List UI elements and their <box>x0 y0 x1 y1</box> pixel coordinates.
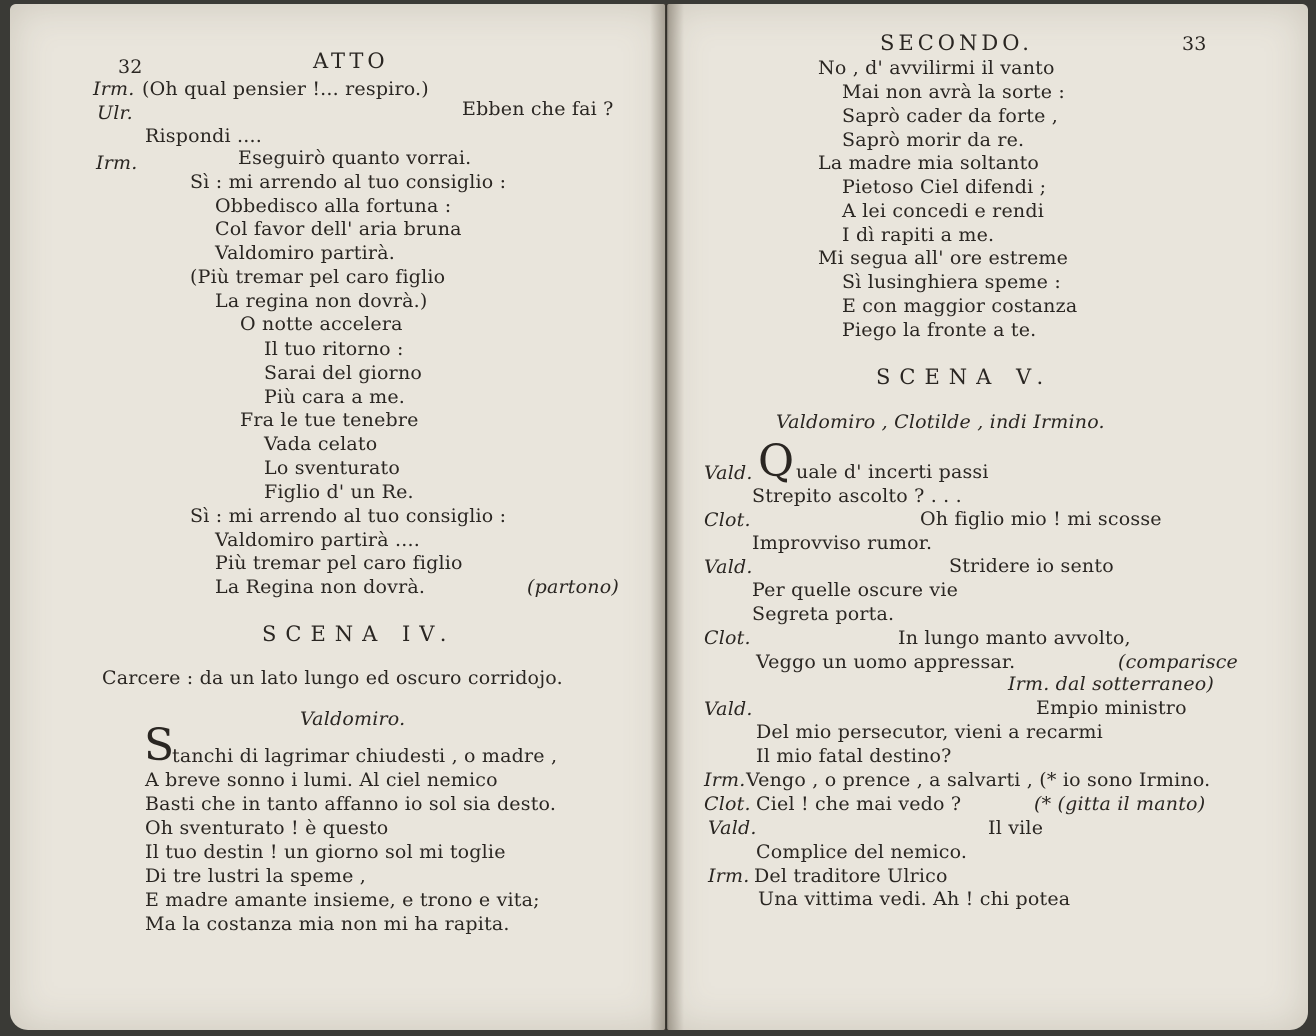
verse-line: Ciel ! che mai vedo ? <box>756 793 962 815</box>
stage-direction: (* (gitta il manto) <box>1034 793 1206 815</box>
drop-cap: S <box>144 720 175 771</box>
speaker-label: Irm. <box>708 865 750 887</box>
verse-line: Piego la fronte a te. <box>842 319 1037 341</box>
verse-line: Oh figlio mio ! mi scosse <box>920 508 1162 530</box>
verse-line: Vada celato <box>264 433 378 455</box>
verse-line: La madre mia soltanto <box>818 152 1040 174</box>
speaker-label: Clot. <box>704 509 751 531</box>
character-name: Valdomiro. <box>300 708 406 730</box>
verse-line: Stridere io sento <box>949 555 1114 577</box>
verse-line: Valdomiro partirà .... <box>215 529 420 551</box>
speaker-label: Vald. <box>708 817 757 839</box>
verse-line: Segreta porta. <box>752 603 895 625</box>
verse-line: A breve sonno i lumi. Al ciel nemico <box>145 769 498 791</box>
verse-line: No , d' avvilirmi il vanto <box>818 57 1055 79</box>
speaker-label: Irm. <box>93 78 135 100</box>
verse-line: Lo sventurato <box>264 457 401 479</box>
scene-setting: Carcere : da un lato lungo ed oscuro corridojo. <box>102 667 563 689</box>
verse-line: Basti che in tanto affanno io sol sia desto. <box>145 793 557 815</box>
book-gutter <box>650 4 684 1030</box>
verse-line: Obbedisco alla fortuna : <box>215 195 452 217</box>
stage-direction: Irm. dal sotterraneo) <box>1008 673 1215 695</box>
verse-line: Una vittima vedi. Ah ! chi potea <box>758 888 1071 910</box>
verse-line: Mai non avrà la sorte : <box>842 81 1065 103</box>
verse-line: Vengo , o prence , a salvarti , (* io sono Irmino. <box>746 769 1211 791</box>
speaker-label: Irm. <box>96 152 138 174</box>
verse-line: Complice del nemico. <box>756 841 968 863</box>
page-number: 32 <box>118 56 143 78</box>
verse-line: La Regina non dovrà. <box>215 576 426 598</box>
verse-line: La regina non dovrà.) <box>215 290 428 312</box>
verse-line: Sì lusinghiera speme : <box>842 271 1061 293</box>
running-head: ATTO <box>313 49 389 73</box>
verse-line: Per quelle oscure vie <box>752 579 959 601</box>
speaker-label: Vald. <box>704 462 753 484</box>
page-number: 33 <box>1182 33 1207 55</box>
verse-line: Del mio persecutor, vieni a recarmi <box>756 721 1103 743</box>
verse-line: uale d' incerti passi <box>796 461 989 483</box>
verse-line: Sarai del giorno <box>264 362 423 384</box>
verse-line: Ebben che fai ? <box>462 98 614 120</box>
running-head: SECONDO. <box>880 31 1033 55</box>
verse-line: Il vile <box>988 817 1044 839</box>
verse-line: Empio ministro <box>1036 697 1187 719</box>
verse-line: Improvviso rumor. <box>752 532 933 554</box>
verse-line: Sì : mi arrendo al tuo consiglio : <box>190 171 507 193</box>
verse-line: Eseguirò quanto vorrai. <box>238 147 472 169</box>
speaker-label: Vald. <box>704 556 753 578</box>
verse-line: E madre amante insieme, e trono e vita; <box>145 889 540 911</box>
stage-direction: (comparisce <box>1118 651 1238 673</box>
verse-line: Del traditore Ulrico <box>754 865 948 887</box>
verse-line: Il mio fatal destino? <box>756 745 952 767</box>
verse-line: I dì rapiti a me. <box>842 224 995 246</box>
character-list: Valdomiro , Clotilde , indi Irmino. <box>776 411 1105 433</box>
verse-line: Ma la costanza mia non mi ha rapita. <box>145 913 510 935</box>
verse-line: Mi segua all' ore estreme <box>818 247 1069 269</box>
verse-line: tanchi di lagrimar chiudesti , o madre , <box>172 745 558 767</box>
verse-line: Il tuo destin ! un giorno sol mi toglie <box>145 841 506 863</box>
verse-line: A lei concedi e rendi <box>842 200 1044 222</box>
drop-cap: Q <box>758 436 795 487</box>
verse-line: Il tuo ritorno : <box>264 338 404 360</box>
verse-line: O notte accelera <box>240 313 403 335</box>
verse-line: Rispondi .... <box>145 125 263 147</box>
speaker-label: Clot. <box>704 627 751 649</box>
speaker-label: Ulr. <box>97 102 133 124</box>
verse-line: Pietoso Ciel difendi ; <box>842 176 1047 198</box>
verse-line: Strepito ascolto ? . . . <box>752 485 962 507</box>
verse-line: Saprò cader da forte , <box>842 105 1059 127</box>
verse-line: Più tremar pel caro figlio <box>215 552 463 574</box>
verse-line: E con maggior costanza <box>842 295 1078 317</box>
verse-line: Saprò morir da re. <box>842 129 1025 151</box>
stage-direction: (partono) <box>527 576 619 598</box>
verse-line: Col favor dell' aria bruna <box>215 218 462 240</box>
verse-line: Più cara a me. <box>264 386 406 408</box>
speaker-label: Irm. <box>704 769 746 791</box>
verse-line: Veggo un uomo appressar. <box>756 651 1016 673</box>
verse-line: (Più tremar pel caro figlio <box>190 266 446 288</box>
speaker-label: Vald. <box>704 698 753 720</box>
verse-line: In lungo manto avvolto, <box>898 627 1131 649</box>
speaker-label: Clot. <box>704 793 751 815</box>
verse-line: Valdomiro partirà. <box>215 242 395 264</box>
verse-line: Fra le tue tenebre <box>240 409 419 431</box>
verse-line: Sì : mi arrendo al tuo consiglio : <box>190 505 507 527</box>
verse-line: Di tre lustri la speme , <box>145 865 366 887</box>
verse-line: Figlio d' un Re. <box>264 481 414 503</box>
scene-title: SCENA V. <box>876 365 1053 389</box>
verse-line: Oh sventurato ! è questo <box>145 817 389 839</box>
verse-line: (Oh qual pensier !... respiro.) <box>142 78 429 100</box>
scene-title: SCENA IV. <box>262 622 456 646</box>
